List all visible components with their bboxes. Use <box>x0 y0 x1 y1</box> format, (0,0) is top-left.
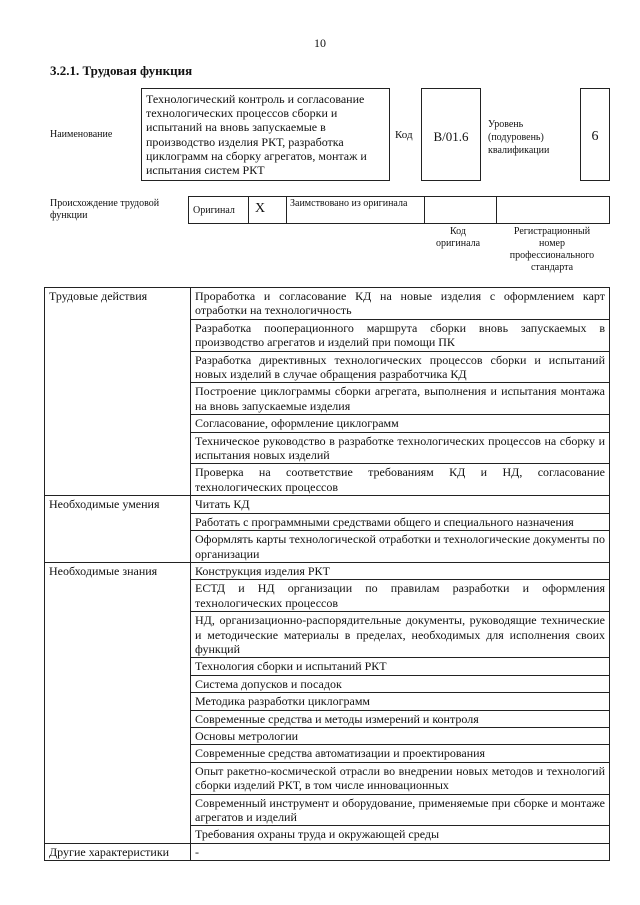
function-name: Технологический контроль и согласование технологических процессов сборки и испытаний на вновь запускаемые в производство изделия РКТ, разработка циклограмм на сборку агрегатов, монтаж и испытания систем РКТ <box>146 92 367 178</box>
level-box <box>580 88 610 181</box>
item-cell: Работать с программными средствами общего и специального назначения <box>191 513 610 530</box>
borrowed-label: Заимствовано из оригинала <box>287 197 425 223</box>
level-value: 6 <box>591 129 599 144</box>
code-original-cell <box>425 197 497 223</box>
item-cell: Методика разработки циклограмм <box>191 693 610 710</box>
item-cell: Согласование, оформление циклограмм <box>191 415 610 432</box>
code-original-label: Код оригинала <box>435 226 481 249</box>
table-row <box>45 496 610 513</box>
page-number: 10 <box>314 36 326 50</box>
category-cell: Другие характеристики <box>45 843 191 860</box>
item-cell: Технология сборки и испытаний РКТ <box>191 658 610 675</box>
item-cell: НД, организационно-распорядительные документы, руководящие технические и методические материалы в пределах, необходимых для исполнения своих функций <box>191 612 610 658</box>
code-box <box>421 88 481 181</box>
item-cell: Проверка на соответствие требованиям КД и НД, согласование технологических процессов <box>191 464 610 496</box>
item-cell: Опыт ракетно-космической отрасли во внедрении новых методов и технологий сборки изделий РКТ, в том числе инновационных <box>191 762 610 794</box>
item-cell: Современные средства и методы измерений и контроля <box>191 710 610 727</box>
category-cell: Необходимые умения <box>45 496 191 563</box>
item-cell: Требования охраны труда и окружающей среды <box>191 826 610 843</box>
item-cell: Система допусков и посадок <box>191 675 610 692</box>
function-table <box>44 287 610 861</box>
item-cell: Техническое руководство в разработке технологических процессов на сборку и испытания новых изделий <box>191 432 610 464</box>
reg-number-label: Регистрационный номер профессионального стандарта <box>509 226 595 273</box>
item-cell: Читать КД <box>191 496 610 513</box>
item-cell: Современный инструмент и оборудование, применяемые при сборке и монтаже агрегатов и изделий <box>191 794 610 826</box>
item-cell: Построение циклограммы сборки агрегата, выполнения и испытания монтажа на вновь запускаемые изделия <box>191 383 610 415</box>
category-cell: Необходимые знания <box>45 562 191 843</box>
reg-number-cell <box>497 197 609 223</box>
code-value: B/01.6 <box>433 129 469 144</box>
item-cell: Конструкция изделия РКТ <box>191 562 610 579</box>
item-cell: Оформлять карты технологической отработки и технологические документы по организации <box>191 531 610 563</box>
table-row <box>45 288 610 320</box>
origin-label: Происхождение трудовой функции <box>50 198 160 221</box>
item-cell: Проработка и согласование КД на новые изделия с оформлением карт отработки на технологичность <box>191 288 610 320</box>
original-mark: X <box>249 197 287 223</box>
section-title: 3.2.1. Трудовая функция <box>50 63 193 78</box>
code-label: Код <box>395 129 413 141</box>
original-label: Оригинал <box>189 197 249 223</box>
origin-row <box>188 196 610 224</box>
level-label: Уровень (подуровень) квалификации <box>488 119 550 156</box>
item-cell: Современные средства автоматизации и проектирования <box>191 745 610 762</box>
item-cell: Разработка пооперационного маршрута сборки вновь запускаемых в производство агрегатов и изделий при помощи ПК <box>191 319 610 351</box>
table-row <box>45 562 610 579</box>
item-cell: - <box>191 843 610 860</box>
item-cell: Основы метрологии <box>191 727 610 744</box>
item-cell: ЕСТД и НД организации по правилам разработки и оформления технологических процессов <box>191 580 610 612</box>
function-name-box <box>141 88 390 181</box>
table-row <box>45 843 610 860</box>
name-label: Наименование <box>50 129 113 140</box>
item-cell: Разработка директивных технологических процессов сборки и испытаний новых изделий в случае обращения разработчика КД <box>191 351 610 383</box>
category-cell: Трудовые действия <box>45 288 191 496</box>
